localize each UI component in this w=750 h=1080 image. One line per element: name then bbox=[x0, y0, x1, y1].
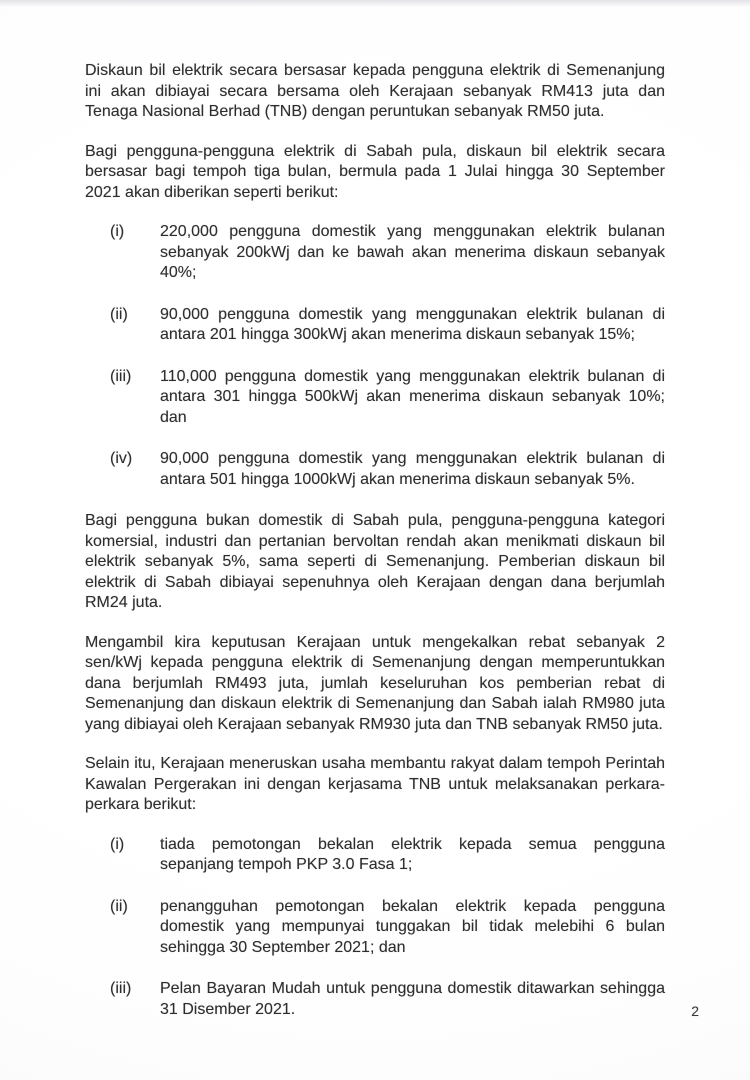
pkp-measures-list bbox=[85, 835, 665, 1021]
list-item-text: 110,000 pengguna domestik yang menggunakan elektrik bulanan di antara 301 hingga 500kWj akan menerima diskaun sebanyak 10%; dan bbox=[160, 367, 665, 426]
paragraph-semenanjung-funding: Diskaun bil elektrik secara bersasar kepada pengguna elektrik di Semenanjung ini akan dibiayai secara bersama oleh Kerajaan sebanyak RM413 juta dan Tenaga Nasional Berhad (TNB) dengan peruntukan sebanyak RM50 juta. bbox=[85, 62, 665, 120]
list-item-label: (ii) bbox=[110, 305, 128, 323]
document-page bbox=[85, 61, 665, 1041]
list-item bbox=[85, 897, 665, 959]
page-number: 2 bbox=[691, 1003, 699, 1019]
list-item-text: 90,000 pengguna domestik yang menggunakan elektrik bulanan di antara 201 hingga 300kWj akan menerima diskaun sebanyak 15%; bbox=[160, 305, 665, 343]
sabah-discount-list bbox=[85, 222, 665, 490]
list-item-text: penangguhan pemotongan bekalan elektrik kepada pengguna domestik yang mempunyai tunggakan bil tidak melebihi 6 bulan sehingga 30 September 2021; dan bbox=[160, 897, 665, 956]
list-item bbox=[85, 449, 665, 490]
list-item-text: Pelan Bayaran Mudah untuk pengguna domestik ditawarkan sehingga 31 Disember 2021. bbox=[160, 980, 665, 1018]
list-item-text: 90,000 pengguna domestik yang menggunakan elektrik bulanan di antara 501 hingga 1000kWj akan menerima diskaun sebanyak 5%. bbox=[160, 450, 665, 488]
list-item-label: (iii) bbox=[110, 980, 132, 997]
photo-top-edge bbox=[0, 0, 750, 7]
list-item bbox=[85, 835, 665, 876]
list-item bbox=[85, 367, 665, 429]
list-item bbox=[85, 979, 665, 1020]
paragraph-rebate-total-cost: Mengambil kira keputusan Kerajaan untuk mengekalkan rebat sebanyak 2 sen/kWj kepada pengguna elektrik di Semenanjung dengan memperuntukkan dana berjumlah RM493 juta, jumlah keseluruhan kos pemberian rebat di Semenanjung dan diskaun elektrik di Semenanjung dan Sabah ialah RM980 juta yang dibiayai oleh Kerajaan sebanyak RM930 juta dan TNB sebanyak RM50 juta. bbox=[85, 633, 665, 733]
list-item-label: (i) bbox=[110, 223, 125, 240]
list-item bbox=[85, 222, 665, 284]
list-item-text: 220,000 pengguna domestik yang menggunakan elektrik bulanan sebanyak 200kWj dan ke bawah akan menerima diskaun sebanyak 40%; bbox=[160, 223, 665, 281]
list-item-label: (iv) bbox=[110, 450, 133, 467]
paragraph-sabah-non-domestic: Bagi pengguna bukan domestik di Sabah pula, pengguna-pengguna kategori komersial, industri dan pertanian bervoltan rendah akan menikmati diskaun bil elektrik sebanyak 5%, sama seperti di Semenanjung. Pemberian diskaun bil elektrik di Sabah dibiayai sepenuhnya oleh Kerajaan dengan dana berjumlah RM24 juta. bbox=[85, 512, 665, 611]
list-item-label: (i) bbox=[110, 835, 125, 853]
list-item-text: tiada pemotongan bekalan elektrik kepada semua pengguna sepanjang tempoh PKP 3.0 Fasa 1; bbox=[160, 835, 665, 873]
paragraph-sabah-discount-intro: Bagi pengguna-pengguna elektrik di Sabah pula, diskaun bil elektrik secara bersasar bagi tempoh tiga bulan, bermula pada 1 Julai hingga 30 September 2021 akan diberikan seperti berikut: bbox=[85, 142, 665, 201]
list-item-label: (ii) bbox=[110, 897, 128, 915]
list-item-label: (iii) bbox=[110, 367, 132, 385]
paragraph-pkp-measures-intro: Selain itu, Kerajaan meneruskan usaha membantu rakyat dalam tempoh Perintah Kawalan Pergerakan ini dengan kerjasama TNB untuk melaksanakan perkara-perkara berikut: bbox=[85, 755, 665, 813]
list-item bbox=[85, 305, 665, 346]
